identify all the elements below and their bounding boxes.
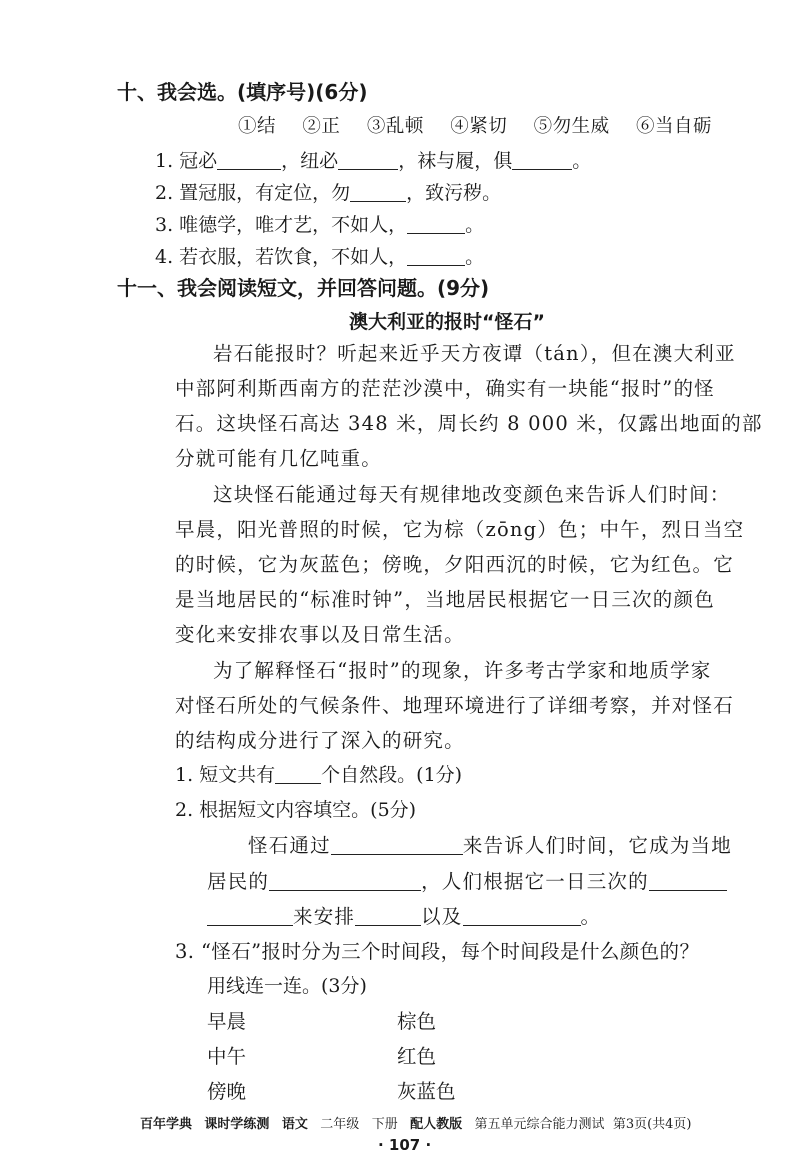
answer-blank[interactable]: [463, 905, 581, 926]
footer-grade: 二年级: [320, 1117, 360, 1132]
answer-blank[interactable]: [350, 181, 406, 202]
match-left-item: 傍晚: [207, 1080, 247, 1103]
passage-line: 的结构成分进行了深入的研究。: [175, 729, 465, 752]
option-5: ⑤勿生威: [533, 116, 610, 137]
match-right-item: 灰蓝色: [397, 1080, 456, 1103]
passage-line: 是当地居民的“标准时钟”，当地居民根据它一日三次的颜色: [175, 588, 715, 611]
question-11-2-line-1: 怪石通过 来告诉人们时间，它成为当地: [248, 834, 732, 857]
section-10-heading: 十、我会选。(填序号)(6分): [117, 80, 368, 104]
passage-line: 变化来安排农事以及日常生活。: [175, 623, 465, 646]
question-11-2-line-2: 居民的 ，人们根据它一日三次的: [207, 866, 727, 894]
passage-line: 的时候，它为灰蓝色；傍晚，夕阳西沉的时候，它为红色。它: [175, 553, 734, 576]
answer-blank[interactable]: [331, 834, 463, 855]
question-11-1: 1. 短文共有 个自然段。(1分): [175, 764, 463, 786]
answer-blank[interactable]: [275, 763, 321, 784]
footer: [140, 1113, 692, 1132]
answer-blank[interactable]: [407, 245, 465, 266]
passage-line: 这块怪石能通过每天有规律地改变颜色来告诉人们时间：: [213, 483, 731, 506]
question-10-3: 3. 唯德学，唯才艺，不如人， 。: [155, 214, 485, 236]
footer-brand: 百年学典: [140, 1117, 193, 1132]
answer-blank[interactable]: [355, 905, 421, 926]
footer-subject: 语文: [281, 1117, 308, 1132]
question-10-2: 2. 置冠服，有定位，勿 ，致污秽。: [155, 182, 502, 204]
passage-line: 对怪石所处的气候条件、地理环境进行了详细考察，并对怪石: [175, 694, 734, 717]
footer-edition: 配人教版: [410, 1117, 463, 1132]
question-10-4: 4. 若衣服，若饮食，不如人， 。: [155, 246, 485, 268]
question-11-3-line-1: 3. “怪石”报时分为三个时间段，每个时间段是什么颜色的？: [175, 940, 700, 963]
match-left-item: 早晨: [207, 1010, 247, 1033]
option-4: ④紧切: [450, 116, 508, 137]
footer-page-info: 第3页(共4页): [612, 1117, 692, 1132]
answer-blank[interactable]: [207, 905, 293, 926]
option-6: ⑥当自砺: [636, 116, 713, 137]
option-3: ③乱顿: [366, 116, 424, 137]
option-2: ②正: [302, 116, 341, 137]
passage-line: 分就可能有几亿吨重。: [175, 447, 383, 470]
footer-volume: 下册: [371, 1117, 398, 1132]
passage-line: 早晨，阳光普照的时候，它为棕（zōng）色；中午，烈日当空: [175, 518, 745, 541]
answer-blank[interactable]: [649, 870, 727, 891]
answer-blank[interactable]: [269, 870, 421, 891]
answer-blank[interactable]: [407, 213, 465, 234]
passage-line: 岩石能报时？听起来近乎天方夜谭（tán），但在澳大利亚: [213, 342, 736, 365]
question-11-3-line-2: 用线连一连。(3分): [207, 975, 367, 997]
passage-line: 石。这块怪石高达 348 米，周长约 8 000 米，仅露出地面的部: [175, 412, 763, 435]
passage-line: 为了解释怪石“报时”的现象，许多考古学家和地质学家: [213, 659, 712, 682]
answer-blank[interactable]: [338, 149, 398, 170]
question-10-1: 1. 冠必 ，纽必 ，袜与履，俱 。: [155, 150, 592, 172]
question-11-2-label: 2. 根据短文内容填空。(5分): [175, 799, 417, 821]
footer-series: 课时学练测: [204, 1117, 270, 1132]
answer-blank[interactable]: [217, 149, 281, 170]
match-left-item: 中午: [207, 1045, 247, 1068]
answer-blank[interactable]: [512, 149, 572, 170]
option-1: ①结: [238, 116, 277, 137]
passage-line: 中部阿利斯西南方的茫茫沙漠中，确实有一块能“报时”的怪: [175, 377, 715, 400]
match-right-item: 红色: [397, 1045, 437, 1068]
page-number: · 107 ·: [378, 1136, 432, 1154]
question-11-2-line-3: 来安排 以及 。: [207, 901, 601, 929]
option-list: [238, 112, 732, 138]
passage-title: 澳大利亚的报时“怪石”: [349, 311, 545, 333]
section-11-heading: 十一、我会阅读短文，并回答问题。(9分): [117, 276, 490, 300]
footer-test: 第五单元综合能力测试: [474, 1117, 605, 1132]
match-right-item: 棕色: [397, 1010, 437, 1033]
